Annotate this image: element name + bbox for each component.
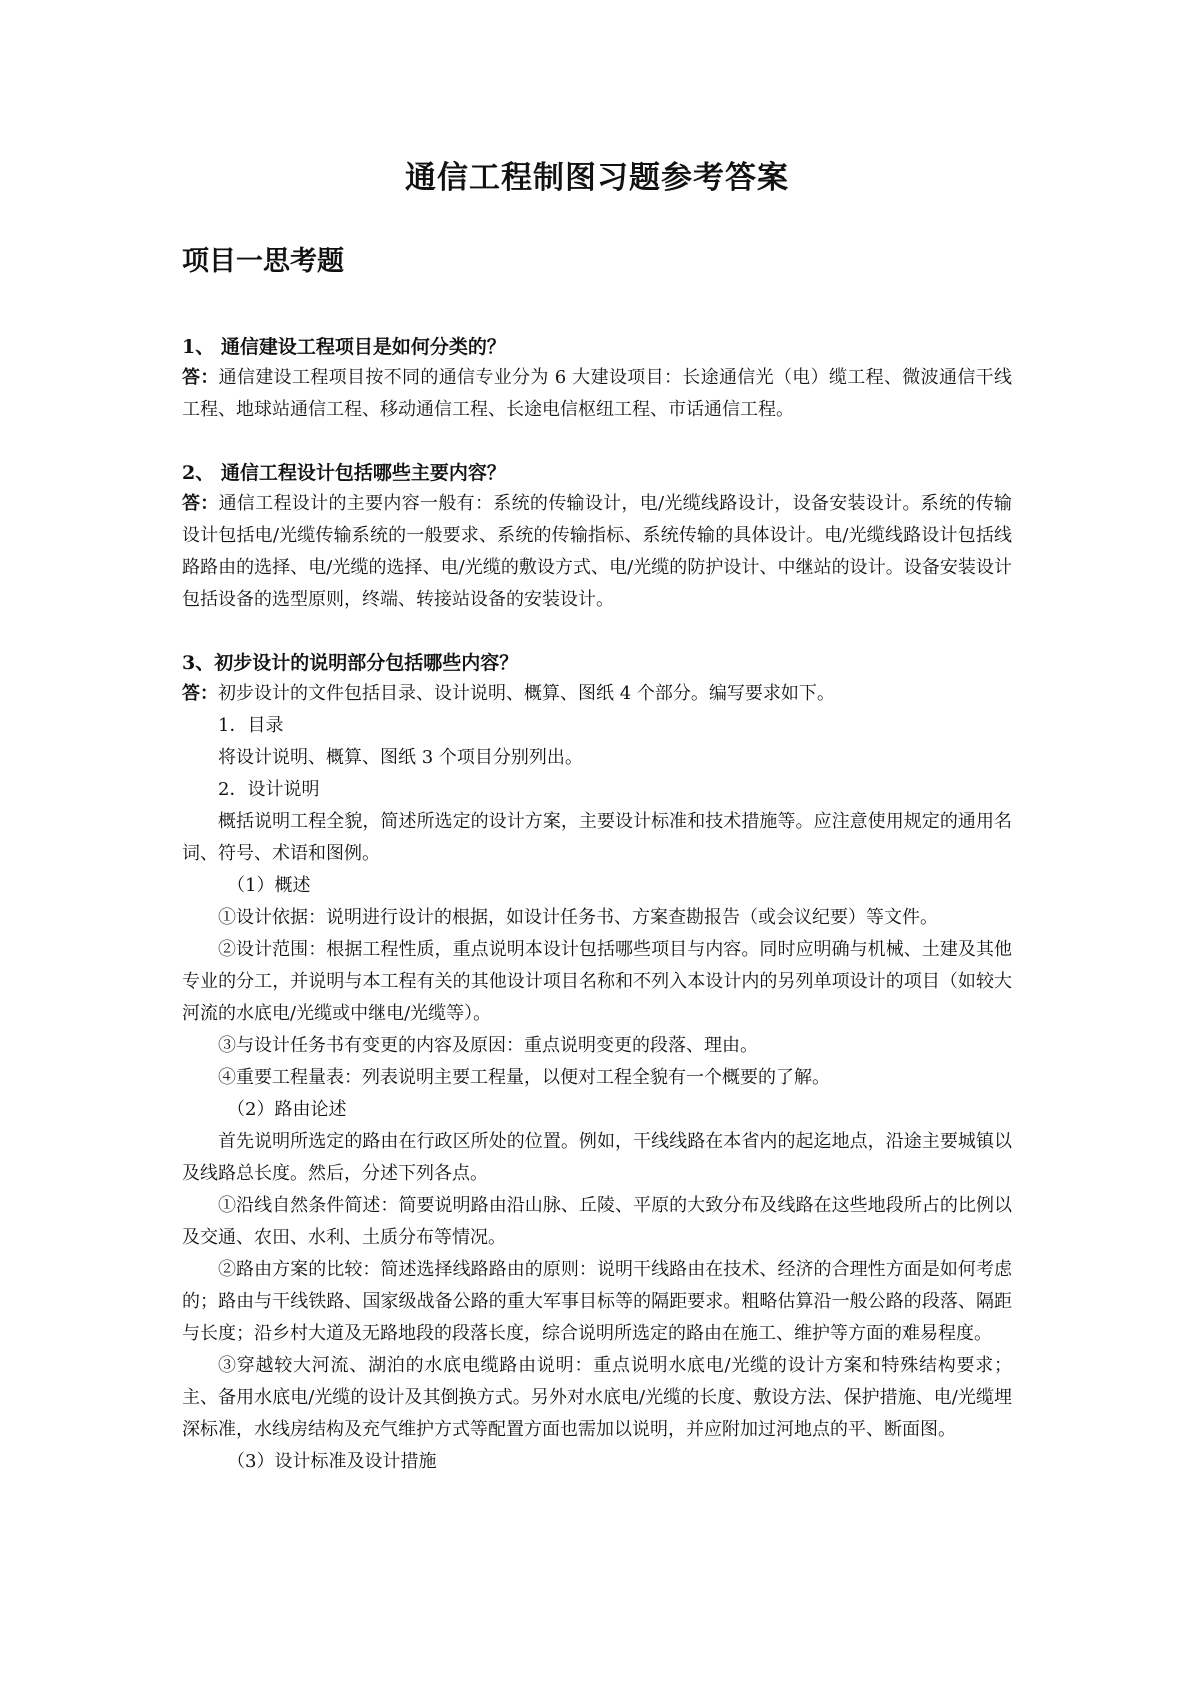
paragraph: 首先说明所选定的路由在行政区所处的位置。例如，干线线路在本省内的起迄地点，沿途主要城镇以及线路总长度。然后，分述下列各点。 bbox=[182, 1131, 1012, 1184]
paragraph: ①设计依据：说明进行设计的根据，如设计任务书、方案查勘报告（或会议纪要）等文件。 bbox=[218, 907, 938, 928]
question-1: 1、 通信建设工程项目是如何分类的？ bbox=[182, 336, 506, 358]
paragraph: ①沿线自然条件简述：简要说明路由沿山脉、丘陵、平原的大致分布及线路在这些地段所占的比例以及交通、农田、水利、土质分布等情况。 bbox=[182, 1195, 1012, 1248]
question-3: 3、初步设计的说明部分包括哪些内容？ bbox=[182, 652, 519, 674]
paragraph: ②路由方案的比较：简述选择线路路由的原则：说明干线路由在技术、经济的合理性方面是如何考虑的；路由与干线铁路、国家级战备公路的重大军事目标等的隔距要求。粗略估算沿一般公路的段落、隔距与长度；沿乡村大道及无路地段的段落长度，综合说明所选定的路由在施工、维护等方面的难易程度。 bbox=[182, 1259, 1012, 1344]
paragraph: 概括说明工程全貌，简述所选定的设计方案，主要设计标准和技术措施等。应注意使用规定的通用名词、符号、术语和图例。 bbox=[182, 811, 1012, 864]
answer-text: 通信建设工程项目按不同的通信专业分为 6 大建设项目：长途通信光（电）缆工程、微波通信干线工程、地球站通信工程、移动通信工程、长途电信枢纽工程、市话通信工程。 bbox=[182, 367, 1012, 420]
question-2: 2、 通信工程设计包括哪些主要内容？ bbox=[182, 462, 506, 484]
answer-2 bbox=[182, 488, 1012, 616]
list-heading-design-notes: 2．设计说明 bbox=[218, 779, 320, 800]
paragraph: 将设计说明、概算、图纸 3 个项目分别列出。 bbox=[218, 747, 583, 768]
document-title: 通信工程制图习题参考答案 bbox=[405, 160, 789, 196]
answer-1 bbox=[182, 362, 1012, 426]
answer-label: 答： bbox=[182, 683, 218, 704]
answer-text: 通信工程设计的主要内容一般有：系统的传输设计，电/光缆线路设计，设备安装设计。系统的传输设计包括电/光缆传输系统的一般要求、系统的传输指标、系统传输的具体设计。电/光缆线路设计包括线路路由的选择、电/光缆的选择、电/光缆的敷设方式、电/光缆的防护设计、中继站的设计。设备安装设计包括设备的选型原则，终端、转接站设备的安装设计。 bbox=[182, 493, 1013, 610]
answer-label: 答： bbox=[182, 493, 219, 514]
section-title: 项目一思考题 bbox=[182, 246, 344, 277]
sub-heading-route: （2）路由论述 bbox=[227, 1099, 347, 1120]
sub-heading-standards: （3）设计标准及设计措施 bbox=[227, 1451, 437, 1472]
paragraph: ④重要工程量表：列表说明主要工程量，以便对工程全貌有一个概要的了解。 bbox=[218, 1067, 830, 1088]
answer-3 bbox=[182, 678, 1012, 710]
paragraph: ③与设计任务书有变更的内容及原因：重点说明变更的段落、理由。 bbox=[218, 1035, 758, 1056]
answer-text: 初步设计的文件包括目录、设计说明、概算、图纸 4 个部分。编写要求如下。 bbox=[218, 683, 835, 704]
paragraph: ③穿越较大河流、湖泊的水底电缆路由说明：重点说明水底电/光缆的设计方案和特殊结构要求；主、备用水底电/光缆的设计及其倒换方式。另外对水底电/光缆的长度、敷设方法、保护措施、电/光缆埋深标准，水线房结构及充气维护方式等配置方面也需加以说明，并应附加过河地点的平、断面图。 bbox=[182, 1355, 1012, 1440]
paragraph: ②设计范围：根据工程性质，重点说明本设计包括哪些项目与内容。同时应明确与机械、土建及其他专业的分工，并说明与本工程有关的其他设计项目名称和不列入本设计内的另列单项设计的项目（如较大河流的水底电/光缆或中继电/光缆等）。 bbox=[182, 939, 1012, 1024]
answer-label: 答： bbox=[182, 367, 219, 388]
sub-heading-overview: （1）概述 bbox=[227, 875, 311, 896]
list-heading-contents: 1．目录 bbox=[218, 715, 284, 736]
document-page bbox=[182, 140, 1012, 1478]
